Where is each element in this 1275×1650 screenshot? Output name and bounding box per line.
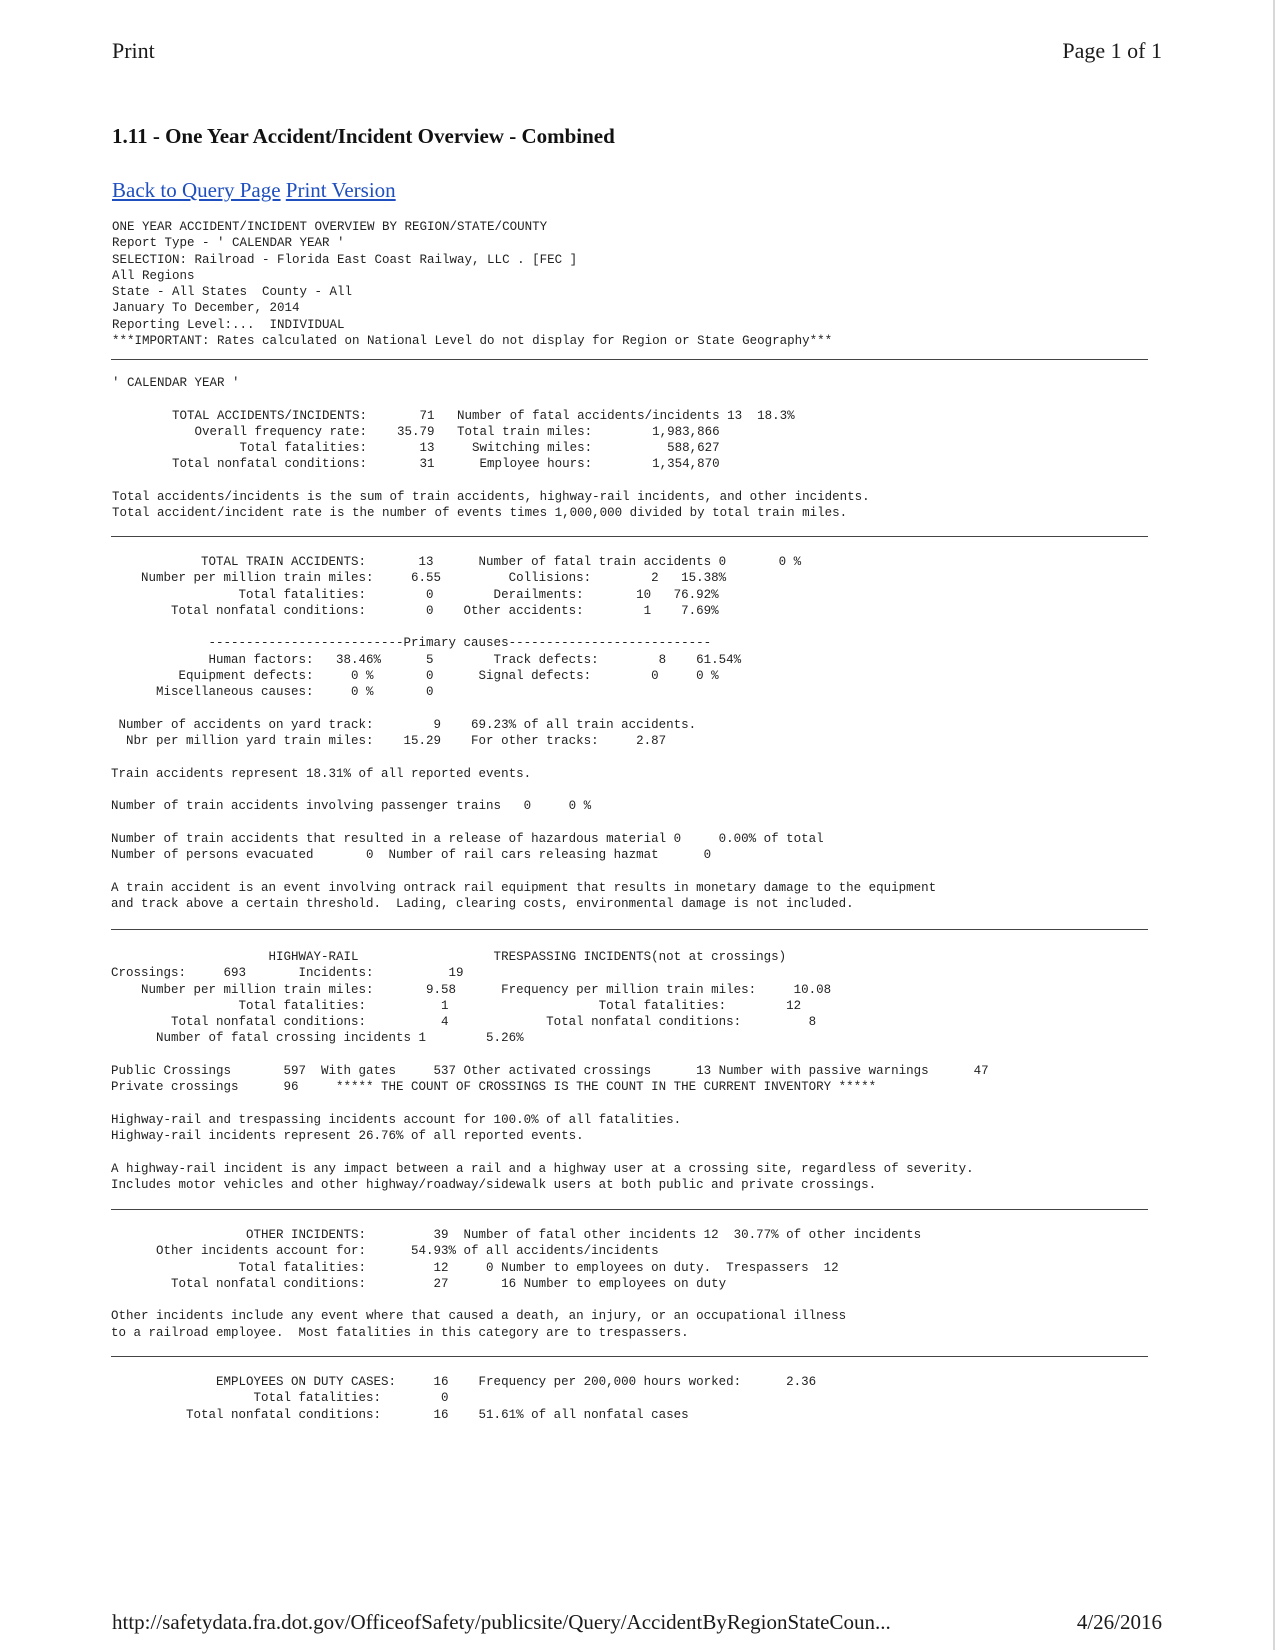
page-title: 1.11 - One Year Accident/Incident Overview - Combined [112,124,615,148]
back-to-query-link[interactable]: Back to Query Page [112,178,281,202]
divider [111,1356,1148,1357]
highway-rail-section: HIGHWAY-RAIL TRESPASSING INCIDENTS(not at crossings) Crossings: 693 Incidents: 19 Number per million train miles: 9.58 Frequency per million train miles: 10.08 Total fatalities: 1 Total fatalities: 12 Total nonfatal conditions: 4 Total nonfatal conditions: 8 Number of fatal crossing incidents 1 5.26% Public Crossings 597 With gates 537 Other activated crossings 13 Number with passive warnings 47 Private crossings 96 ***** THE COUNT OF CROSSINGS IS THE COUNT IN THE CURRENT INVENTORY ***** Highway-rail and trespassing incidents account for 100.0% of all fatalities. Highway-rail incidents represent 26.76% of all reported events. A highway-rail incident is any impact between a rail and a highway user at a crossing site, regardless of severity. Includes motor vehicles and other highway/roadway/sidewalk users at both public and private crossings. [111,950,989,1193]
divider [111,536,1148,537]
employees-section: EMPLOYEES ON DUTY CASES: 16 Frequency per 200,000 hours worked: 2.36 Total fatalities: 0 Total nonfatal conditions: 16 51.61% of all nonfatal cases [186,1375,817,1422]
divider [111,1209,1148,1210]
print-version-link[interactable]: Print Version [285,178,396,202]
footer-date: 4/26/2016 [1076,1610,1162,1634]
report-info: ONE YEAR ACCIDENT/INCIDENT OVERVIEW BY REGION/STATE/COUNTY Report Type - ' CALENDAR YEAR ' SELECTION: Railroad - Florida East Coast Railway, LLC . [FEC ] All Regions State - All States County - All January To December, 2014 Reporting Level:... INDIVIDUAL ***IMPORTANT: Rates calculated on National Level do not display for Region or State Geography*** [112,220,833,349]
divider [111,929,1148,930]
other-incidents-section: OTHER INCIDENTS: 39 Number of fatal other incidents 12 30.77% of other incidents Other incidents account for: 54.93% of all accidents/incidents Total fatalities: 12 0 Number to employees on duty. Trespassers 12 Total nonfatal conditions: 27 16 Number to employees on duty Other incidents include any event where that caused a death, an injury, or an occupational illness to a railroad employee. Most fatalities in this category are to trespassers. [111,1228,922,1340]
print-header: Print [112,38,155,63]
divider [111,359,1148,360]
train-accidents-section: TOTAL TRAIN ACCIDENTS: 13 Number of fatal train accidents 0 0 % Number per million train miles: 6.55 Collisions: 2 15.38% Total fatalities: 0 Derailments: 10 76.92% Total nonfatal conditions: 0 Other accidents: 1 7.69% --------------------------Primary causes--------------------------- Human factors: 38.46% 5 Track defects: 8 61.54% Equipment defects: 0 % 0 Signal defects: 0 0 % Miscellaneous causes: 0 % 0 Number of accidents on yard track: 9 69.23% of all train accidents. Nbr per million yard train miles: 15.29 For other tracks: 2.87 Train accidents represent 18.31% of all reported events. Number of train accidents involving passenger trains 0 0 % Number of train accidents that resulted in a release of hazardous material 0 0.00% of total Number of persons evacuated 0 Number of rail cars releasing hazmat 0 A train accident is an event involving ontrack rail equipment that results in monetary damage to the equipment and track above a certain threshold. Lading, clearing costs, environmental damage is not included. [111,555,937,912]
nav-links [112,178,396,203]
page-number: Page 1 of 1 [1062,38,1162,63]
footer-url: http://safetydata.fra.dot.gov/OfficeofSafety/publicsite/Query/AccidentByRegionStateCoun... [112,1610,891,1634]
overview-section: ' CALENDAR YEAR ' TOTAL ACCIDENTS/INCIDENTS: 71 Number of fatal accidents/incidents 13 18.3% Overall frequency rate: 35.79 Total train miles: 1,983,866 Total fatalities: 13 Switching miles: 588,627 Total nonfatal conditions: 31 Employee hours: 1,354,870 Total accidents/incidents is the sum of train accidents, highway-rail incidents, and other incidents. Total accident/incident rate is the number of events times 1,000,000 divided by total train miles. [112,376,870,521]
